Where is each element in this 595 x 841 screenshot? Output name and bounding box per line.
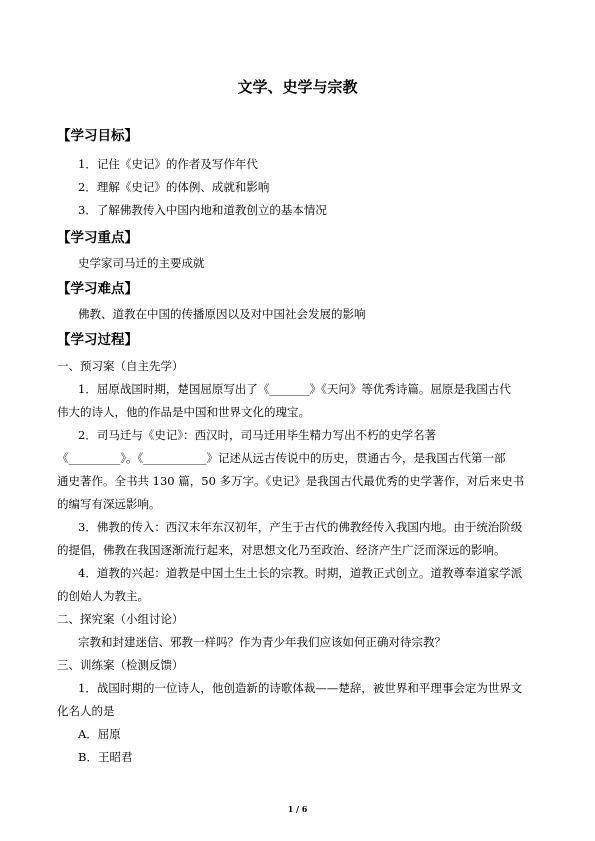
- preview-p2-line1: 2．司马迁与《史记》：西汉时，司马迁用毕生精力写出不朽的史学名著: [78, 428, 437, 442]
- heading-difficulties: 【学习难点】: [57, 281, 138, 297]
- heading-key-points: 【学习重点】: [57, 230, 138, 246]
- goal-item-3: 3．了解佛教传入中国内地和道教创立的基本情况: [78, 203, 327, 217]
- goal-item-1: 1．记住《史记》的作者及写作年代: [78, 157, 258, 171]
- training-q1-line1: 1．战国时期的一位诗人，他创造新的诗歌体裁——楚辞，被世界和平理事会定为世界文: [78, 681, 523, 695]
- preview-label: 一、预习案（自主先学）: [57, 359, 184, 373]
- preview-p1-line1: 1．屈原战国时期，楚国屈原写出了《_______》《天问》等优秀诗篇。屈原是我国古代: [78, 382, 511, 396]
- training-option-a: A．屈原: [78, 727, 121, 741]
- preview-p4-line2: 的创始人为教主。: [57, 589, 149, 603]
- key-points-text: 史学家司马迁的主要成就: [78, 256, 205, 270]
- preview-p1-line2: 伟大的诗人，他的作品是中国和世界文化的瑰宝。: [57, 405, 310, 419]
- explore-question: 宗教和封建迷信、邪教一样吗？作为青少年我们应该如何正确对待宗教？: [78, 635, 446, 649]
- preview-p2-line3: 通史著作。全书共 130 篇，50 多万字。《史记》是我国古代最优秀的史学著作，对后来史书: [57, 474, 525, 488]
- preview-p2-line2: 《_________》。《___________》记述从远古传说中的历史，贯通古今，是我国古代第一部: [57, 451, 506, 465]
- preview-p3-line1: 3．佛教的传入：西汉末年东汉初年，产生于古代的佛教经传入我国内地。由于统治阶级: [78, 520, 523, 534]
- difficulties-text: 佛教、道教在中国的传播原因以及对中国社会发展的影响: [78, 307, 366, 321]
- heading-process: 【学习过程】: [57, 332, 138, 348]
- preview-p4-line1: 4．道教的兴起：道教是中国土生土长的宗教。时期，道教正式创立。道教尊奉道家学派: [78, 566, 523, 580]
- preview-p2-line4: 的编写有深远影响。: [57, 497, 161, 511]
- training-option-b: B．王昭君: [78, 750, 133, 764]
- heading-goals: 【学习目标】: [57, 128, 138, 144]
- preview-p3-line2: 的提倡，佛教在我国逐渐流行起来，对思想文化乃至政治、经济产生广泛而深远的影响。: [57, 543, 506, 557]
- page-title: 文学、史学与宗教: [237, 78, 358, 96]
- training-q1-line2: 化名人的是: [57, 704, 115, 718]
- goal-item-2: 2．理解《史记》的体例、成就和影响: [78, 180, 270, 194]
- explore-label: 二、探究案（小组讨论）: [57, 612, 184, 626]
- page-number: 1 / 6: [287, 804, 308, 814]
- training-label: 三、训练案（检测反馈）: [57, 658, 184, 672]
